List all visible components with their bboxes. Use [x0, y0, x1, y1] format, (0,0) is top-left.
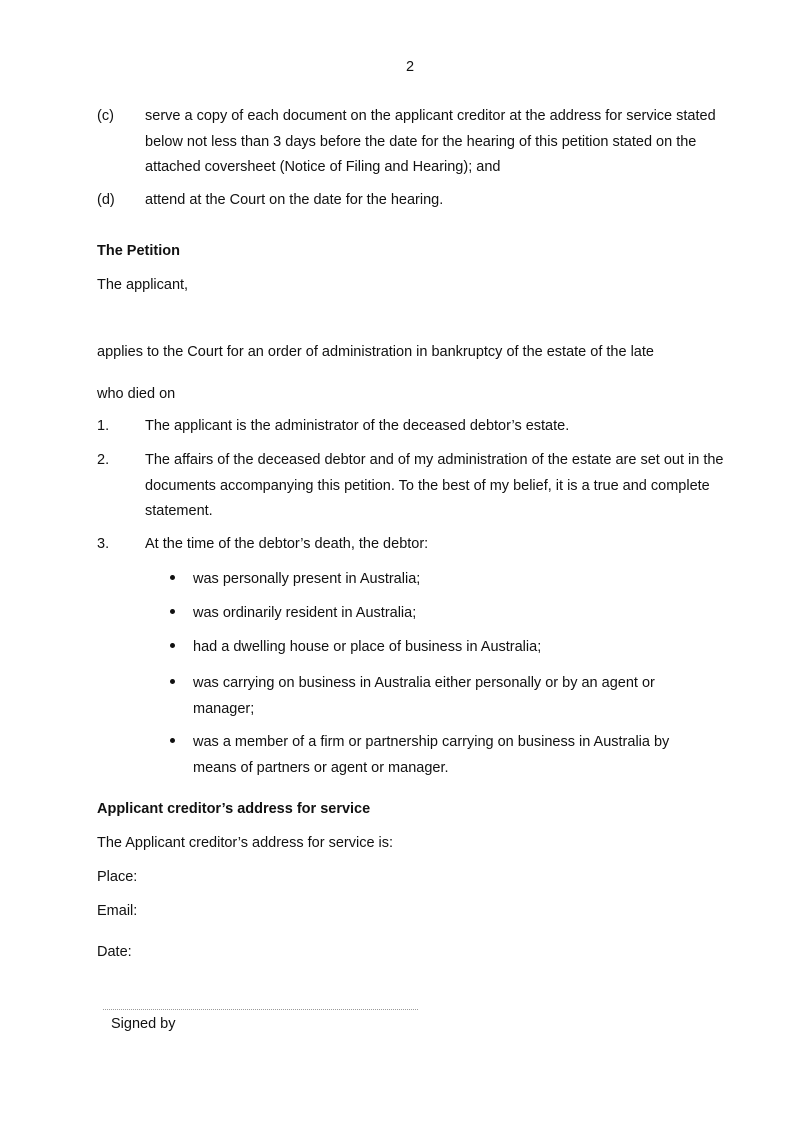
bullet-item [164, 567, 724, 593]
address-intro: The Applicant creditor’s address for service is: [97, 835, 394, 851]
list-item-text: The applicant is the administrator of the deceased debtor’s estate. [145, 418, 570, 434]
signature-line [103, 1009, 418, 1010]
applies-line: applies to the Court for an order of administration in bankruptcy of the estate of the late [97, 344, 654, 360]
bullet-text: was ordinarily resident in Australia; [193, 605, 417, 621]
bullet-icon [170, 738, 175, 743]
bullet-icon [170, 643, 175, 648]
list-marker: 2. [97, 452, 110, 468]
bullet-text: was a member of a firm or partnership carrying on business in Australia by means of partners or agent or manager. [193, 734, 670, 776]
list-item-text: At the time of the debtor’s death, the debtor: [145, 536, 429, 552]
numbered-item-2 [97, 448, 737, 526]
bullet-text: was carrying on business in Australia either personally or by an agent or manager; [193, 675, 655, 717]
bullet-text: had a dwelling house or place of business in Australia; [193, 639, 542, 655]
petition-heading: The Petition [97, 243, 180, 259]
list-marker: 1. [97, 418, 110, 434]
bullet-item [164, 671, 724, 723]
bullet-text: was personally present in Australia; [193, 571, 421, 587]
died-on-line: who died on [97, 386, 176, 402]
address-heading: Applicant creditor’s address for service [97, 801, 371, 817]
list-marker: (d) [97, 192, 115, 208]
page-number: 2 [405, 59, 415, 75]
bullet-icon [170, 609, 175, 614]
list-item-text: The affairs of the deceased debtor and of my administration of the estate are set out in the documents accompanying this petition. To the best of my belief, it is a true and complete statement. [145, 452, 724, 519]
bullet-item [164, 601, 724, 627]
list-item-text: serve a copy of each document on the applicant creditor at the address for service stated below not less than 3 days before the date for the hearing of this petition stated on the attached coversheet (Notice of Filing and Hearing); and [145, 108, 716, 175]
email-label: Email: [97, 903, 138, 919]
numbered-item-1 [97, 414, 737, 440]
bullet-item [164, 635, 724, 661]
list-marker: (c) [97, 108, 114, 124]
signed-by-label: Signed by [111, 1016, 176, 1032]
list-marker: 3. [97, 536, 110, 552]
list-item-d [97, 188, 737, 214]
place-label: Place: [97, 869, 138, 885]
applicant-line: The applicant, [97, 277, 189, 293]
numbered-item-3 [97, 532, 737, 558]
list-item-text: attend at the Court on the date for the hearing. [145, 192, 444, 208]
date-label: Date: [97, 944, 132, 960]
bullet-icon [170, 575, 175, 580]
bullet-icon [170, 679, 175, 684]
list-item-c [97, 104, 737, 182]
bullet-item [164, 730, 724, 782]
